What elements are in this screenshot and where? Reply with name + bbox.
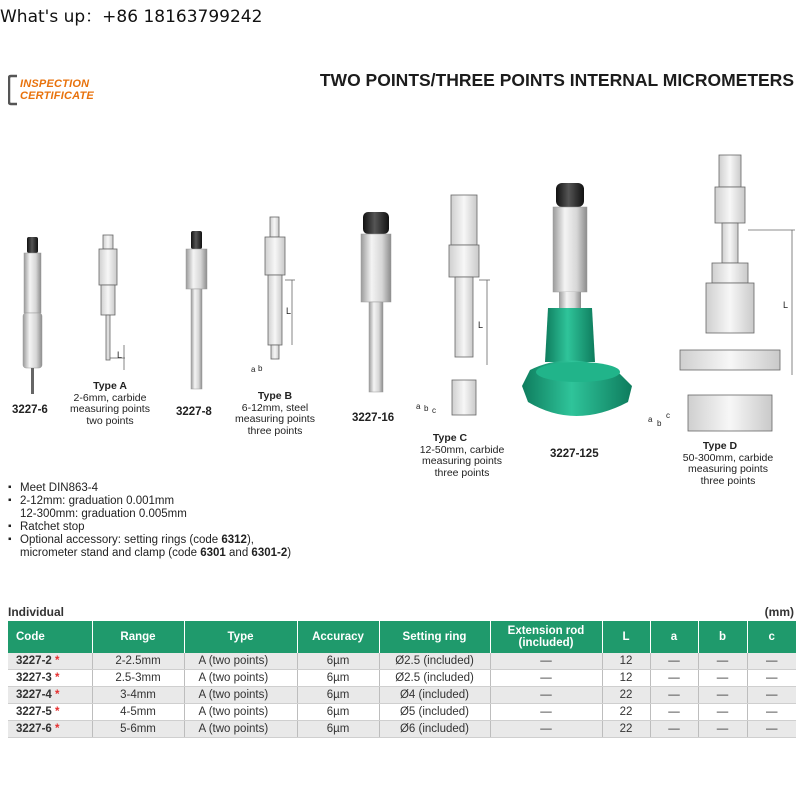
- spec-table: [8, 621, 796, 738]
- type-a-desc-2: measuring points: [70, 403, 150, 415]
- col-c: c: [747, 621, 796, 653]
- type-c-desc-2: measuring points: [422, 455, 502, 467]
- dim-label-b-d: b: [657, 419, 662, 428]
- feature-text: ): [287, 547, 292, 559]
- dim-label-c-c: c: [432, 406, 436, 415]
- type-b-desc-1: 6-12mm, steel: [241, 401, 309, 414]
- cell-a: —: [650, 704, 698, 721]
- feature-code: 6301: [200, 547, 226, 559]
- code-text: 3227-3: [16, 672, 52, 684]
- cell-L: 22: [602, 687, 650, 704]
- type-d-desc-2: measuring points: [688, 463, 768, 475]
- dim-label-b-c: b: [424, 404, 429, 413]
- code-text: 3227-4: [16, 689, 52, 701]
- type-c-title: Type C: [432, 432, 468, 444]
- cell-b: —: [698, 653, 747, 670]
- cell-ring: Ø5 (included): [379, 704, 490, 721]
- cell-ext: —: [490, 687, 602, 704]
- product-code-3227-16: 3227-16: [352, 412, 395, 424]
- cell-c: —: [747, 721, 796, 738]
- feature-code: 6301-2: [251, 547, 288, 559]
- inspection-certificate-logo: [8, 72, 128, 108]
- feature-text: and: [225, 547, 252, 559]
- type-c-desc-1: 12-50mm, carbide: [419, 443, 505, 456]
- feature-item: ▪ Ratchet stop: [8, 521, 291, 534]
- cell-ext: —: [490, 653, 602, 670]
- dim-label-b-b: b: [258, 364, 263, 373]
- cell-accuracy: 6µm: [297, 704, 379, 721]
- col-range: Range: [92, 621, 184, 653]
- cell-c: —: [747, 704, 796, 721]
- micrometer-3227-6-image: [23, 237, 42, 394]
- col-b: b: [698, 621, 747, 653]
- cell-L: 22: [602, 704, 650, 721]
- table-row: [8, 670, 796, 687]
- contact-text: What's up：+86 18163799242: [0, 7, 263, 27]
- cell-L: 22: [602, 721, 650, 738]
- cell-c: —: [747, 687, 796, 704]
- feature-item: ▪ 2-12mm: graduation 0.001mm: [8, 495, 291, 508]
- cell-range: 2.5-3mm: [92, 670, 184, 687]
- cell-type: A (two points): [184, 704, 297, 721]
- type-a-title: Type A: [93, 380, 127, 392]
- type-a-desc-3: two points: [86, 414, 134, 427]
- type-c-drawing: [449, 195, 490, 415]
- type-b-title: Type B: [257, 390, 293, 402]
- col-extension-rod-line1: Extension rod: [507, 625, 585, 637]
- cell-ext: —: [490, 704, 602, 721]
- feature-code: 6312: [221, 534, 247, 546]
- code-text: 3227-6: [16, 723, 52, 735]
- unit-label: (mm): [764, 605, 794, 619]
- type-b-caption: [225, 391, 325, 437]
- cell-c: —: [747, 670, 796, 687]
- page-title: TWO POINTS/THREE POINTS INTERNAL MICROMETERS: [319, 70, 794, 90]
- cell-ext: —: [490, 721, 602, 738]
- type-b-drawing: [265, 217, 295, 359]
- cell-ring: Ø4 (included): [379, 687, 490, 704]
- feature-item: [8, 534, 291, 547]
- logo-line1: INSPECTION: [20, 78, 90, 90]
- cell-range: 3-4mm: [92, 687, 184, 704]
- cell-ext: —: [490, 670, 602, 687]
- feature-text: ),: [246, 534, 254, 546]
- table-header-row: [8, 621, 796, 653]
- cell-L: 12: [602, 653, 650, 670]
- star-mark: *: [55, 672, 60, 684]
- col-code: Code: [8, 621, 92, 653]
- cell-code: [8, 721, 92, 738]
- dim-label-L-d: L: [783, 300, 789, 310]
- type-d-drawing: [680, 155, 795, 431]
- dim-label-L-c: L: [478, 320, 484, 330]
- table-row: [8, 687, 796, 704]
- col-type: Type: [184, 621, 297, 653]
- col-accuracy: Accuracy: [297, 621, 379, 653]
- cell-type: A (two points): [184, 687, 297, 704]
- type-c-desc-3: three points: [434, 466, 490, 479]
- cell-accuracy: 6µm: [297, 687, 379, 704]
- dim-label-a-c: a: [416, 402, 421, 411]
- cell-type: A (two points): [184, 653, 297, 670]
- type-b-desc-3: three points: [247, 424, 303, 437]
- cell-type: A (two points): [184, 721, 297, 738]
- feature-text: micrometer stand and clamp (code: [20, 547, 201, 559]
- table-row: [8, 704, 796, 721]
- type-d-desc-3: three points: [700, 474, 756, 487]
- cell-range: 4-5mm: [92, 704, 184, 721]
- cell-b: —: [698, 704, 747, 721]
- cell-ring: Ø2.5 (included): [379, 670, 490, 687]
- star-mark: *: [55, 723, 60, 735]
- col-setting-ring: Setting ring: [379, 621, 490, 653]
- code-text: 3227-5: [16, 706, 52, 718]
- cell-b: —: [698, 670, 747, 687]
- cell-accuracy: 6µm: [297, 670, 379, 687]
- dim-label-a-b: a: [251, 365, 256, 374]
- type-b-desc-2: measuring points: [235, 413, 315, 425]
- feature-item: 12-300mm: graduation 0.005mm: [20, 508, 187, 520]
- type-a-caption: [60, 381, 160, 427]
- cell-b: —: [698, 721, 747, 738]
- type-d-caption: [674, 441, 782, 487]
- feature-item: [8, 547, 291, 560]
- dim-label-a-d: a: [648, 415, 653, 424]
- type-d-desc-1: 50-300mm, carbide: [682, 451, 774, 464]
- product-code-3227-125: 3227-125: [550, 448, 599, 460]
- micrometer-3227-8-image: [186, 231, 207, 389]
- col-extension-rod-line2: (included): [518, 637, 574, 649]
- code-text: 3227-2: [16, 655, 52, 667]
- col-extension-rod: [490, 621, 602, 653]
- dim-label-c-d: c: [666, 411, 670, 420]
- cell-range: 2-2.5mm: [92, 653, 184, 670]
- cell-a: —: [650, 653, 698, 670]
- cell-accuracy: 6µm: [297, 653, 379, 670]
- type-c-caption: [408, 433, 516, 479]
- dim-label-L-b: L: [286, 306, 292, 316]
- cell-accuracy: 6µm: [297, 721, 379, 738]
- cell-code: [8, 704, 92, 721]
- table-row: [8, 653, 796, 670]
- type-a-desc-1: 2-6mm, carbide: [73, 391, 147, 404]
- feature-item: ▪ Meet DIN863-4: [8, 482, 291, 495]
- cell-type: A (two points): [184, 670, 297, 687]
- product-code-3227-8: 3227-8: [176, 406, 212, 418]
- micrometer-3227-16-image: [361, 212, 391, 392]
- cell-ring: Ø2.5 (included): [379, 653, 490, 670]
- star-mark: *: [55, 706, 60, 718]
- cell-a: —: [650, 721, 698, 738]
- cell-a: —: [650, 670, 698, 687]
- product-code-3227-6: 3227-6: [12, 404, 48, 416]
- table-title: Individual: [8, 605, 65, 619]
- star-mark: *: [55, 655, 60, 667]
- feature-list: [8, 482, 291, 560]
- cell-code: [8, 653, 92, 670]
- micrometer-3227-125-image: [522, 183, 632, 416]
- col-a: a: [650, 621, 698, 653]
- cell-b: —: [698, 687, 747, 704]
- feature-text: Optional accessory: setting rings (code: [20, 534, 222, 546]
- col-L: L: [602, 621, 650, 653]
- star-mark: *: [55, 689, 60, 701]
- cell-c: —: [747, 653, 796, 670]
- cell-ring: Ø6 (included): [379, 721, 490, 738]
- logo-line2: CERTIFICATE: [20, 90, 94, 102]
- table-row: [8, 721, 796, 738]
- type-d-title: Type D: [702, 440, 738, 452]
- cell-code: [8, 670, 92, 687]
- cell-L: 12: [602, 670, 650, 687]
- cell-code: [8, 687, 92, 704]
- dim-label-L-a: L: [117, 350, 123, 360]
- cell-range: 5-6mm: [92, 721, 184, 738]
- cell-a: —: [650, 687, 698, 704]
